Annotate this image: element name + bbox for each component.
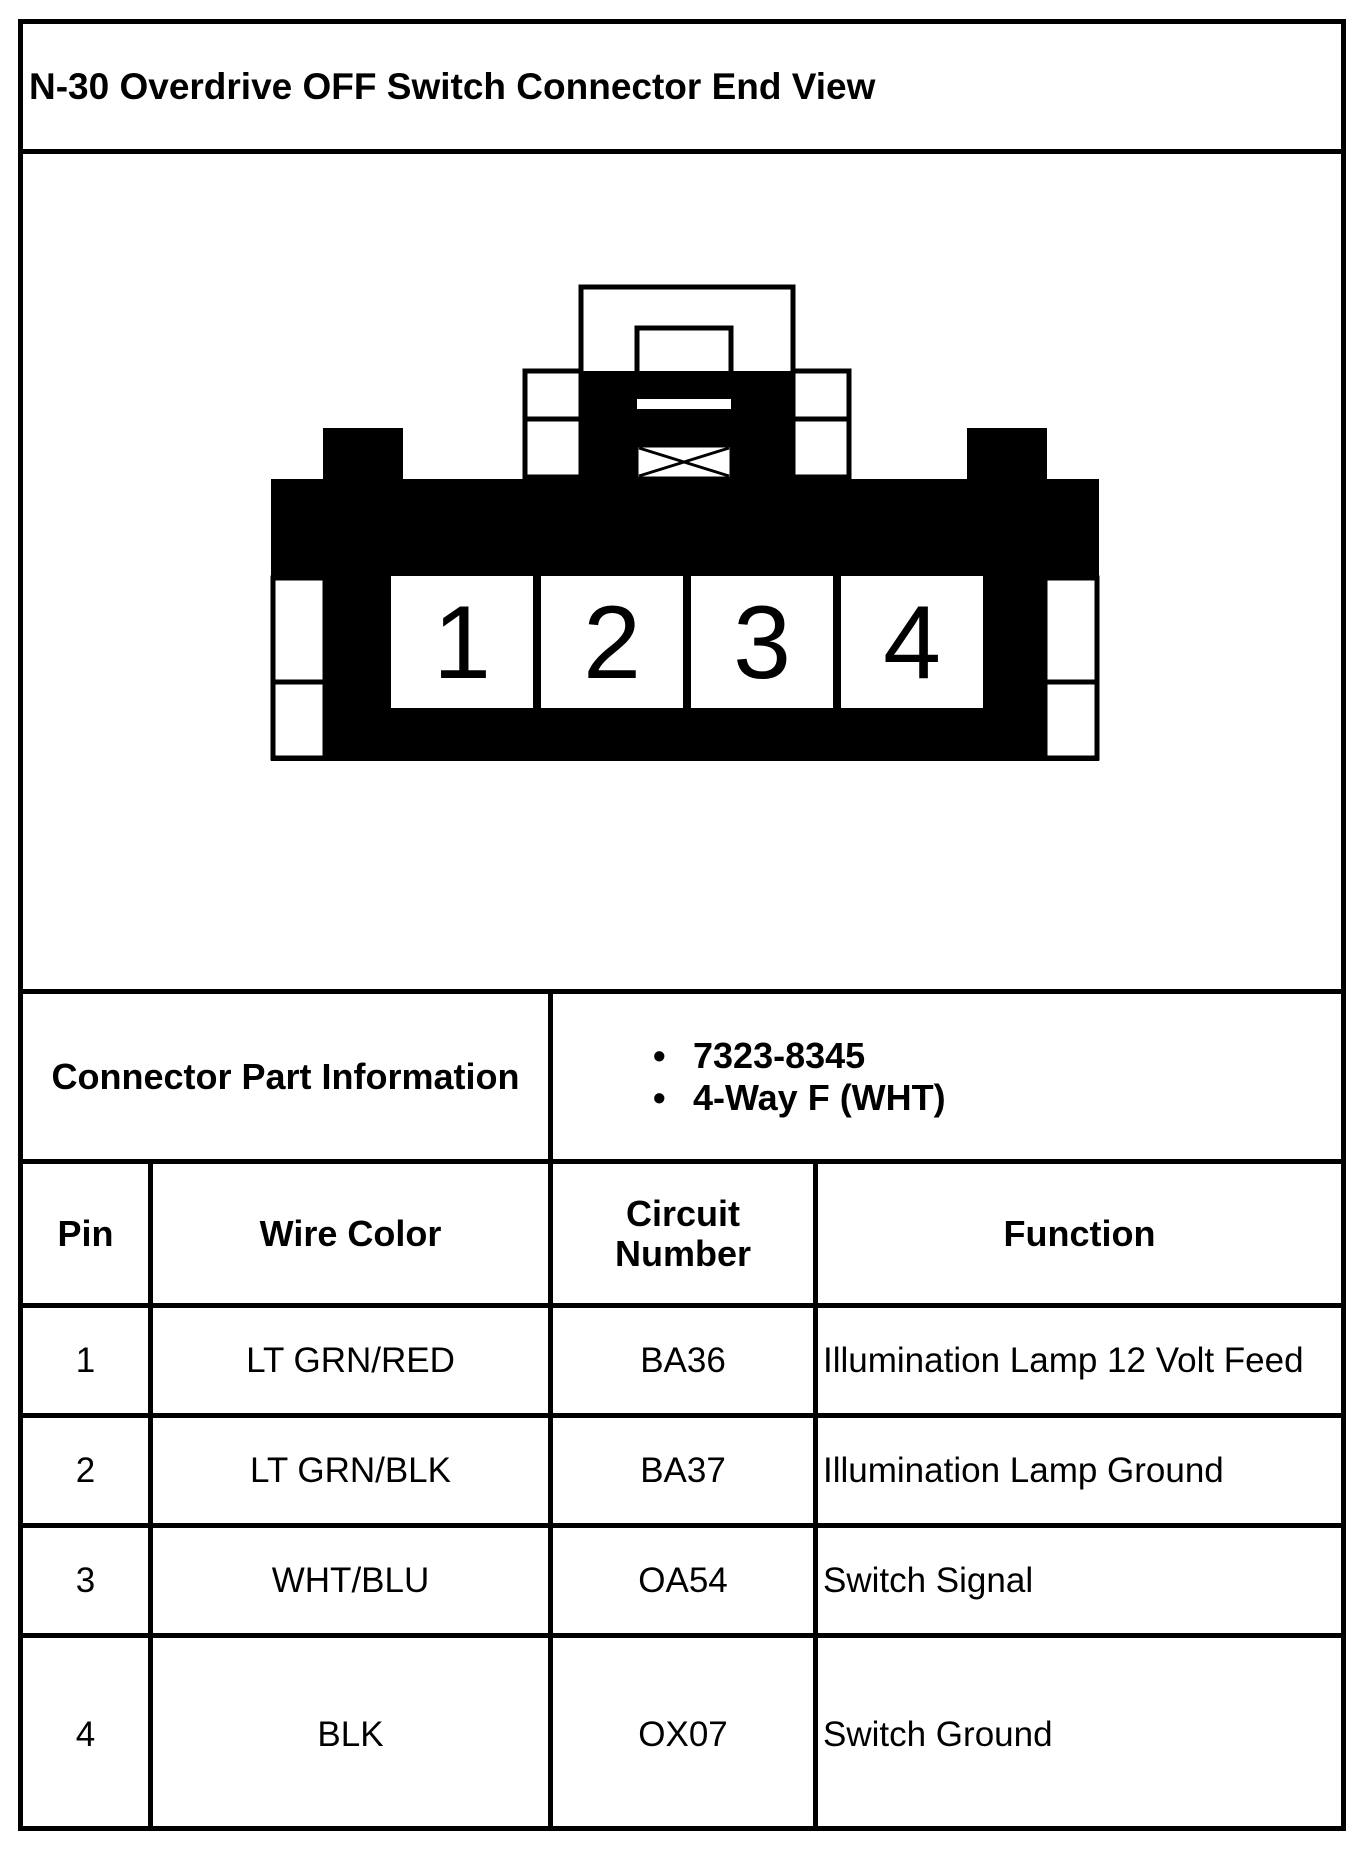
connector-side-notch-right-upper (1045, 578, 1097, 682)
row-wire-color: LT GRN/RED (153, 1308, 553, 1413)
row-wire-color: WHT/BLU (153, 1528, 553, 1633)
bullet-icon: • (653, 1076, 666, 1118)
row-function: Switch Ground (823, 1714, 1053, 1754)
header-circuit-number-text: Circuit Number (614, 1192, 752, 1274)
row-pin: 4 (23, 1638, 153, 1831)
header-wire-color: Wire Color (153, 1164, 553, 1303)
bullet-icon: • (653, 1034, 666, 1076)
table-row (23, 1638, 1341, 1831)
connector-side-notch-left-lower (273, 682, 325, 758)
row-function: Illumination Lamp 12 Volt Feed (823, 1340, 1304, 1380)
connector-info-row (23, 994, 1341, 1164)
pin-label-3: 3 (733, 585, 791, 701)
row-pin: 2 (23, 1418, 153, 1523)
header-pin: Pin (23, 1164, 153, 1303)
row-circuit: BA37 (553, 1418, 818, 1523)
pin-label-2: 2 (583, 585, 641, 701)
connector-info-list (553, 994, 1341, 1159)
table-row (23, 1418, 1341, 1528)
row-function: Illumination Lamp Ground (823, 1450, 1224, 1490)
page-title: N-30 Overdrive OFF Switch Connector End View (29, 65, 876, 107)
title-row (23, 24, 1341, 154)
header-circuit-number (553, 1164, 818, 1303)
connector-side-notch-right-lower (1045, 682, 1097, 758)
table-row (23, 1528, 1341, 1638)
connector-diagram-panel (23, 154, 1341, 994)
connector-sheet (18, 19, 1346, 1831)
connector-info-item (653, 1035, 1341, 1077)
row-circuit: BA36 (553, 1308, 818, 1413)
connector-end-view-diagram (23, 154, 1341, 989)
pin-label-4: 4 (883, 585, 941, 701)
connector-type: 4-Way F (WHT) (693, 1076, 946, 1118)
table-header-row (23, 1164, 1341, 1308)
header-function: Function (1003, 1212, 1156, 1254)
table-row (23, 1308, 1341, 1418)
row-function: Switch Signal (823, 1560, 1034, 1600)
connector-side-notch-left-upper (273, 578, 325, 682)
connector-tower-right (793, 371, 849, 477)
connector-info-item (653, 1077, 1341, 1119)
connector-tower-left (525, 371, 581, 477)
connector-x-mark (637, 446, 731, 478)
connector-ear-right (967, 428, 1047, 484)
connector-key-slot (637, 399, 731, 409)
pin-label-1: 1 (433, 585, 491, 701)
connector-info-label: Connector Part Information (23, 994, 553, 1159)
row-circuit: OX07 (553, 1638, 818, 1831)
row-wire-color: BLK (153, 1638, 553, 1831)
connector-part-number: 7323-8345 (693, 1034, 866, 1076)
row-pin: 3 (23, 1528, 153, 1633)
connector-ear-left (323, 428, 403, 484)
row-circuit: OA54 (553, 1528, 818, 1633)
row-wire-color: LT GRN/BLK (153, 1418, 553, 1523)
row-pin: 1 (23, 1308, 153, 1413)
